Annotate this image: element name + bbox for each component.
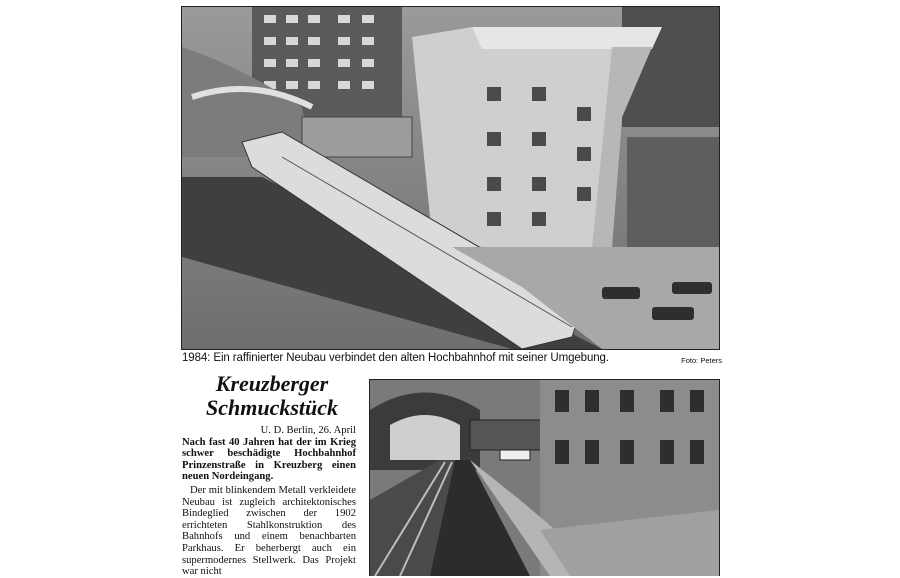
article-text — [182, 425, 356, 578]
headline-line-1: Kreuzberger — [215, 371, 329, 396]
photo-station-ruins — [369, 379, 720, 576]
photo-credit: Foto: Peters — [681, 356, 722, 365]
article-body: Der mit blinkendem Metall verkleidete Neubau ist zugleich architektonisches Bindeglied zwischen der 1902 errichteten Stahlkonstruktion des Bahnhofs und einem benachbarten Parkhaus. Er beherbergt auch ein supermodernes Stellwerk. Das Projekt war nicht — [182, 484, 356, 578]
photo-caption: 1984: Ein raffinierter Neubau verbindet den alten Hochbahnhof mit seiner Umgebung. — [182, 352, 609, 364]
photo-station-1984 — [181, 6, 720, 350]
headline-line-2: Schmuckstück — [205, 395, 339, 420]
article-headline — [183, 372, 361, 420]
dateline: U. D. Berlin, 26. April — [260, 425, 356, 436]
article-lead: Nach fast 40 Jahren hat der im Krieg schwer beschädigte Hochbahnhof Prinzenstraße in Kreuzberg einen neuen Nordeingang. — [182, 436, 356, 483]
